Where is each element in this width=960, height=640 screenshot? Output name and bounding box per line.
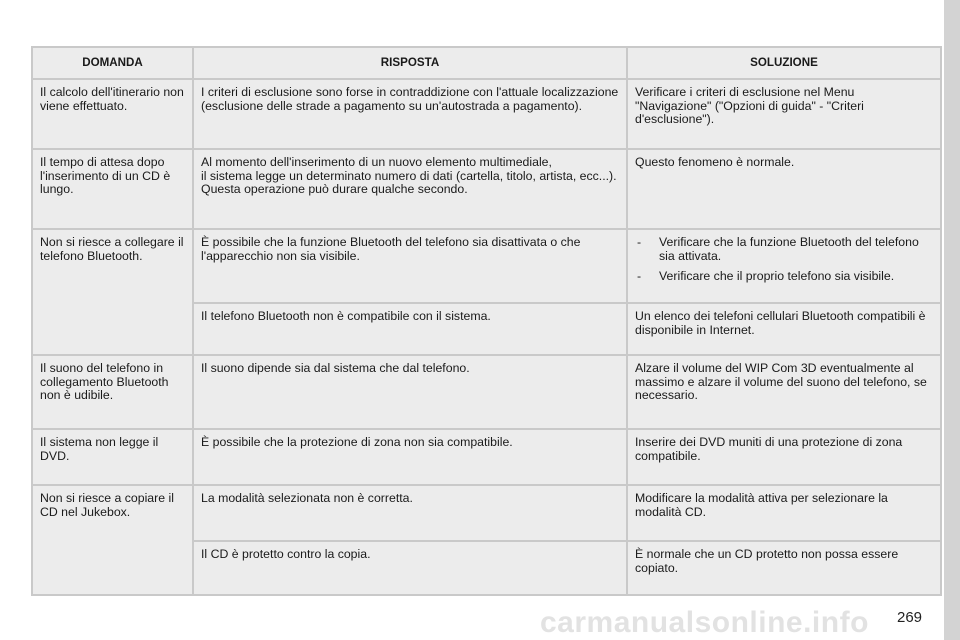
- header-answer: RISPOSTA: [193, 47, 627, 79]
- answer-cell: È possibile che la protezione di zona non sia compatibile.: [193, 429, 627, 485]
- question-cell: Il tempo di attesa dopo l'inserimento di un CD è lungo.: [32, 149, 193, 229]
- list-item: - Verificare che la funzione Bluetooth del telefono sia attivata.: [635, 236, 933, 263]
- answer-cell: Il suono dipende sia dal sistema che dal telefono.: [193, 355, 627, 429]
- solution-list: [635, 236, 933, 284]
- question-cell: Il sistema non legge il DVD.: [32, 429, 193, 485]
- answer-cell: La modalità selezionata non è corretta.: [193, 485, 627, 541]
- solution-cell: È normale che un CD protetto non possa essere copiato.: [627, 541, 941, 595]
- solution-cell: [627, 229, 941, 303]
- question-cell: Il calcolo dell'itinerario non viene effettuato.: [32, 79, 193, 149]
- table-header-row: [32, 47, 941, 79]
- answer-line: il sistema legge un determinato numero di dati (cartella, titolo, artista, ecc...). Questa operazione può durare qualche secondo.: [201, 168, 617, 197]
- troubleshooting-table: [31, 46, 942, 596]
- table-row: [32, 355, 941, 429]
- table-row: [32, 485, 941, 541]
- answer-cell: Il CD è protetto contro la copia.: [193, 541, 627, 595]
- question-cell: Non si riesce a copiare il CD nel Jukebox.: [32, 485, 193, 595]
- answer-cell: Il telefono Bluetooth non è compatibile con il sistema.: [193, 303, 627, 355]
- answer-cell: [193, 149, 627, 229]
- header-solution: SOLUZIONE: [627, 47, 941, 79]
- solution-cell: Modificare la modalità attiva per selezionare la modalità CD.: [627, 485, 941, 541]
- solution-cell: Verificare i criteri di esclusione nel Menu "Navigazione" ("Opzioni di guida" - "Criteri d'esclusione").: [627, 79, 941, 149]
- solution-cell: Alzare il volume del WIP Com 3D eventualmente al massimo e alzare il volume del suono del telefono, se necessario.: [627, 355, 941, 429]
- page-edge-bar: [944, 0, 960, 640]
- answer-cell: È possibile che la funzione Bluetooth del telefono sia disattivata o che l'apparecchio non sia visibile.: [193, 229, 627, 303]
- answer-cell: I criteri di esclusione sono forse in contraddizione con l'attuale localizzazione (esclusione delle strade a pagamento su un'autostrada a pagamento).: [193, 79, 627, 149]
- solution-cell: Un elenco dei telefoni cellulari Bluetooth compatibili è disponibile in Internet.: [627, 303, 941, 355]
- question-cell: Il suono del telefono in collegamento Bluetooth non è udibile.: [32, 355, 193, 429]
- solution-cell: Questo fenomeno è normale.: [627, 149, 941, 229]
- list-item: - Verificare che il proprio telefono sia visibile.: [635, 270, 933, 284]
- watermark: carmanualsonline.info: [540, 606, 869, 639]
- table-row: [32, 229, 941, 303]
- solution-cell: Inserire dei DVD muniti di una protezione di zona compatibile.: [627, 429, 941, 485]
- table-row: [32, 79, 941, 149]
- table-row: [32, 429, 941, 485]
- table-row: [32, 149, 941, 229]
- header-question: DOMANDA: [32, 47, 193, 79]
- page-number: 269: [897, 609, 923, 626]
- answer-line: Al momento dell'inserimento di un nuovo elemento multimediale,: [201, 155, 552, 169]
- question-cell: Non si riesce a collegare il telefono Bluetooth.: [32, 229, 193, 355]
